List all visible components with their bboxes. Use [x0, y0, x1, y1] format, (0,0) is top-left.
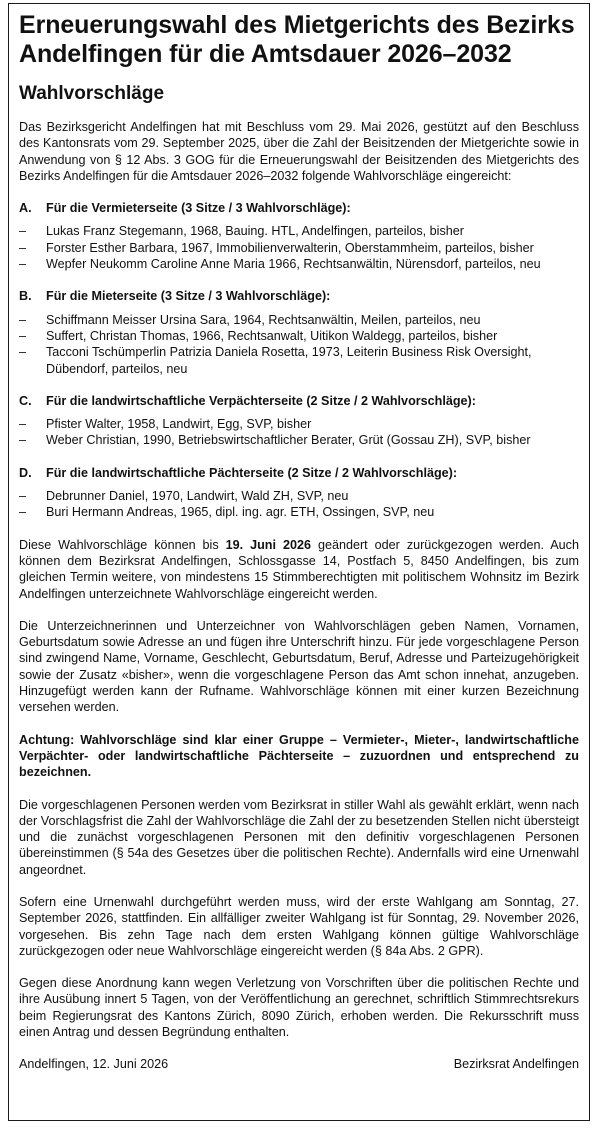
section-heading	[19, 288, 579, 304]
candidate-item	[19, 240, 579, 256]
silent-election-paragraph: Die vorgeschlagenen Personen werden vom Bezirksrat in stiller Wahl als gewählt erklärt, wenn nach der Vorschlagsfrist die Zahl der Wahlvorschläge die Zahl der zu besetzenden Stellen nicht übersteigt und die zunächst vorgeschlagenen Personen mit den definitiv vorgeschlagenen Personen übereinstimmen (§ 54a des Gesetzes über die politischen Rechte). Andernfalls wird eine Urnenwahl angeordnet.	[19, 797, 579, 877]
candidate-text: Suffert, Christan Thomas, 1966, Rechtsanwalt, Uitikon Waldegg, parteilos, bisher	[46, 328, 498, 343]
section-title: Für die landwirtschaftliche Pächterseite (2 Sitze / 2 Wahlvorschläge):	[46, 465, 458, 480]
candidate-item	[19, 432, 579, 448]
section-heading	[19, 465, 579, 481]
candidate-text: Buri Hermann Andreas, 1965, dipl. ing. agr. ETH, Ossingen, SVP, neu	[46, 505, 435, 520]
sections-container	[19, 200, 579, 520]
notice-frame	[8, 3, 590, 1121]
section-letter: B.	[19, 289, 32, 304]
signature-footer	[19, 1056, 579, 1072]
candidate-item	[19, 312, 579, 328]
candidate-text: Pfister Walter, 1958, Landwirt, Egg, SVP, bisher	[46, 417, 312, 432]
candidate-item	[19, 488, 579, 504]
list-dash: –	[19, 240, 27, 255]
section-heading	[19, 200, 579, 216]
section-letter: C.	[19, 393, 32, 408]
candidate-text: Forster Esther Barbara, 1967, Immobilienverwalterin, Oberstammheim, parteilos, bisher	[46, 240, 534, 255]
section-letter: A.	[19, 201, 32, 216]
candidate-list	[19, 416, 579, 449]
candidate-text: Weber Christian, 1990, Betriebswirtschaftlicher Berater, Grüt (Gossau ZH), SVP, bisher	[46, 433, 531, 448]
issuing-authority: Bezirksrat Andelfingen	[453, 1057, 579, 1072]
candidate-text: Tacconi Tschümperlin Patrizia Daniela Rosetta, 1973, Leiterin Business Risk Oversight, Dübendorf, parteilos, neu	[46, 345, 532, 376]
list-dash: –	[19, 345, 27, 360]
appeal-paragraph: Gegen diese Anordnung kann wegen Verletzung von Vorschriften über die politischen Rechte und ihre Ausübung innert 5 Tagen, von der Veröffentlichung an gerechnet, schriftlich Stimmrechtsrekurs beim Regierungsrat des Kantons Zürich, 8090 Zürich, erhoben werden. Die Rekursschrift muss einen Antrag und dessen Begründung enthalten.	[19, 976, 579, 1040]
section-title: Für die landwirtschaftliche Verpächterseite (2 Sitze / 2 Wahlvorschläge):	[46, 393, 476, 408]
deadline-date: 19. Juni 2026	[225, 537, 311, 552]
list-dash: –	[19, 505, 27, 520]
candidate-list	[19, 312, 579, 377]
section-heading	[19, 393, 579, 409]
list-dash: –	[19, 257, 27, 272]
list-dash: –	[19, 433, 27, 448]
list-dash: –	[19, 489, 27, 504]
list-dash: –	[19, 328, 27, 343]
candidate-item	[19, 344, 579, 377]
deadline-paragraph	[19, 537, 579, 602]
signers-paragraph: Die Unterzeichnerinnen und Unterzeichner von Wahlvorschlägen geben Namen, Vornamen, Geburtsdatum sowie Adresse an und fügen ihre Unterschrift hinzu. Für jede vorgeschlagene Person sind zwingend Name, Vorname, Geschlecht, Geburtsdatum, Beruf, Adresse und Parteizugehörigkeit sowie der Zusatz «bisher», wenn die vorgeschlagene Person das Amt schon innehat, anzugeben. Hinzugefügt werden kann der Rufname. Wahlvorschläge können mit einer kurzen Bezeichnung versehen werden.	[19, 618, 579, 715]
section-letter: D.	[19, 465, 32, 480]
deadline-text-before: Diese Wahlvorschläge können bis	[19, 537, 226, 552]
deadline-text-after: geändert oder zurückgezogen werden. Auch können dem Bezirksrat Andelfingen, Schlossgasse 14, Postfach 5, 8450 Andelfingen, bis zum gleichen Termin weitere, von mindestens 15 Stimmberechtigten mit politischem Wohnsitz im Bezirk Andelfingen unterzeichnete Wahlvorschläge eingereicht werden.	[19, 537, 579, 601]
section-title: Für die Vermieterseite (3 Sitze / 3 Wahlvorschläge):	[46, 201, 351, 216]
candidate-item	[19, 416, 579, 432]
candidate-item	[19, 328, 579, 344]
candidate-text: Lukas Franz Stegemann, 1968, Bauing. HTL, Andelfingen, parteilos, bisher	[46, 224, 464, 239]
candidate-item	[19, 504, 579, 520]
candidate-list	[19, 223, 579, 272]
ballot-paragraph: Sofern eine Urnenwahl durchgeführt werden muss, wird der erste Wahlgang am Sonntag, 27. September 2026, stattfinden. Ein allfälliger zweiter Wahlgang ist für Sonntag, 29. November 2026, vorgesehen. Bis zehn Tage nach dem ersten Wahlgang können gültige Wahlvorschläge zurückgezogen oder neue Wahlvorschläge eingereicht werden (§ 84a Abs. 2 GPR).	[19, 894, 579, 958]
place-date: Andelfingen, 12. Juni 2026	[19, 1057, 169, 1072]
list-dash: –	[19, 224, 27, 239]
list-dash: –	[19, 312, 27, 327]
attention-paragraph: Achtung: Wahlvorschläge sind klar einer Gruppe – Vermieter-, Mieter-, landwirtschaftliche Verpächter- oder landwirtschaftliche Pächterseite – zuzuordnen und entsprechend zu bezeichnen.	[19, 732, 579, 780]
candidate-text: Schiffmann Meisser Ursina Sara, 1964, Rechtsanwältin, Meilen, parteilos, neu	[46, 312, 481, 327]
list-dash: –	[19, 417, 27, 432]
candidate-text: Debrunner Daniel, 1970, Landwirt, Wald ZH, SVP, neu	[46, 489, 349, 504]
candidate-item	[19, 223, 579, 239]
candidate-item	[19, 256, 579, 272]
intro-paragraph: Das Bezirksgericht Andelfingen hat mit Beschluss vom 29. Mai 2026, gestützt auf den Beschluss des Kantonsrats vom 29. September 2025, über die Zahl der Beisitzenden der Mietgerichte sowie in Anwendung von § 12 Abs. 3 GOG für die Erneuerungswahl der Beisitzenden des Mietgerichts des Bezirks Andelfingen für die Amtsdauer 2026–2032 folgende Wahlvorschläge eingereicht:	[19, 120, 579, 183]
candidate-text: Wepfer Neukomm Caroline Anne Maria 1966, Rechtsanwältin, Nürensdorf, parteilos, neu	[46, 257, 541, 272]
candidate-list	[19, 488, 579, 521]
notice-subtitle: Wahlvorschläge	[19, 83, 165, 104]
section-title: Für die Mieterseite (3 Sitze / 3 Wahlvorschläge):	[46, 289, 331, 304]
notice-title: Erneuerungswahl des Mietgerichts des Bezirks Andelfingen für die Amtsdauer 2026–2032	[19, 11, 575, 68]
